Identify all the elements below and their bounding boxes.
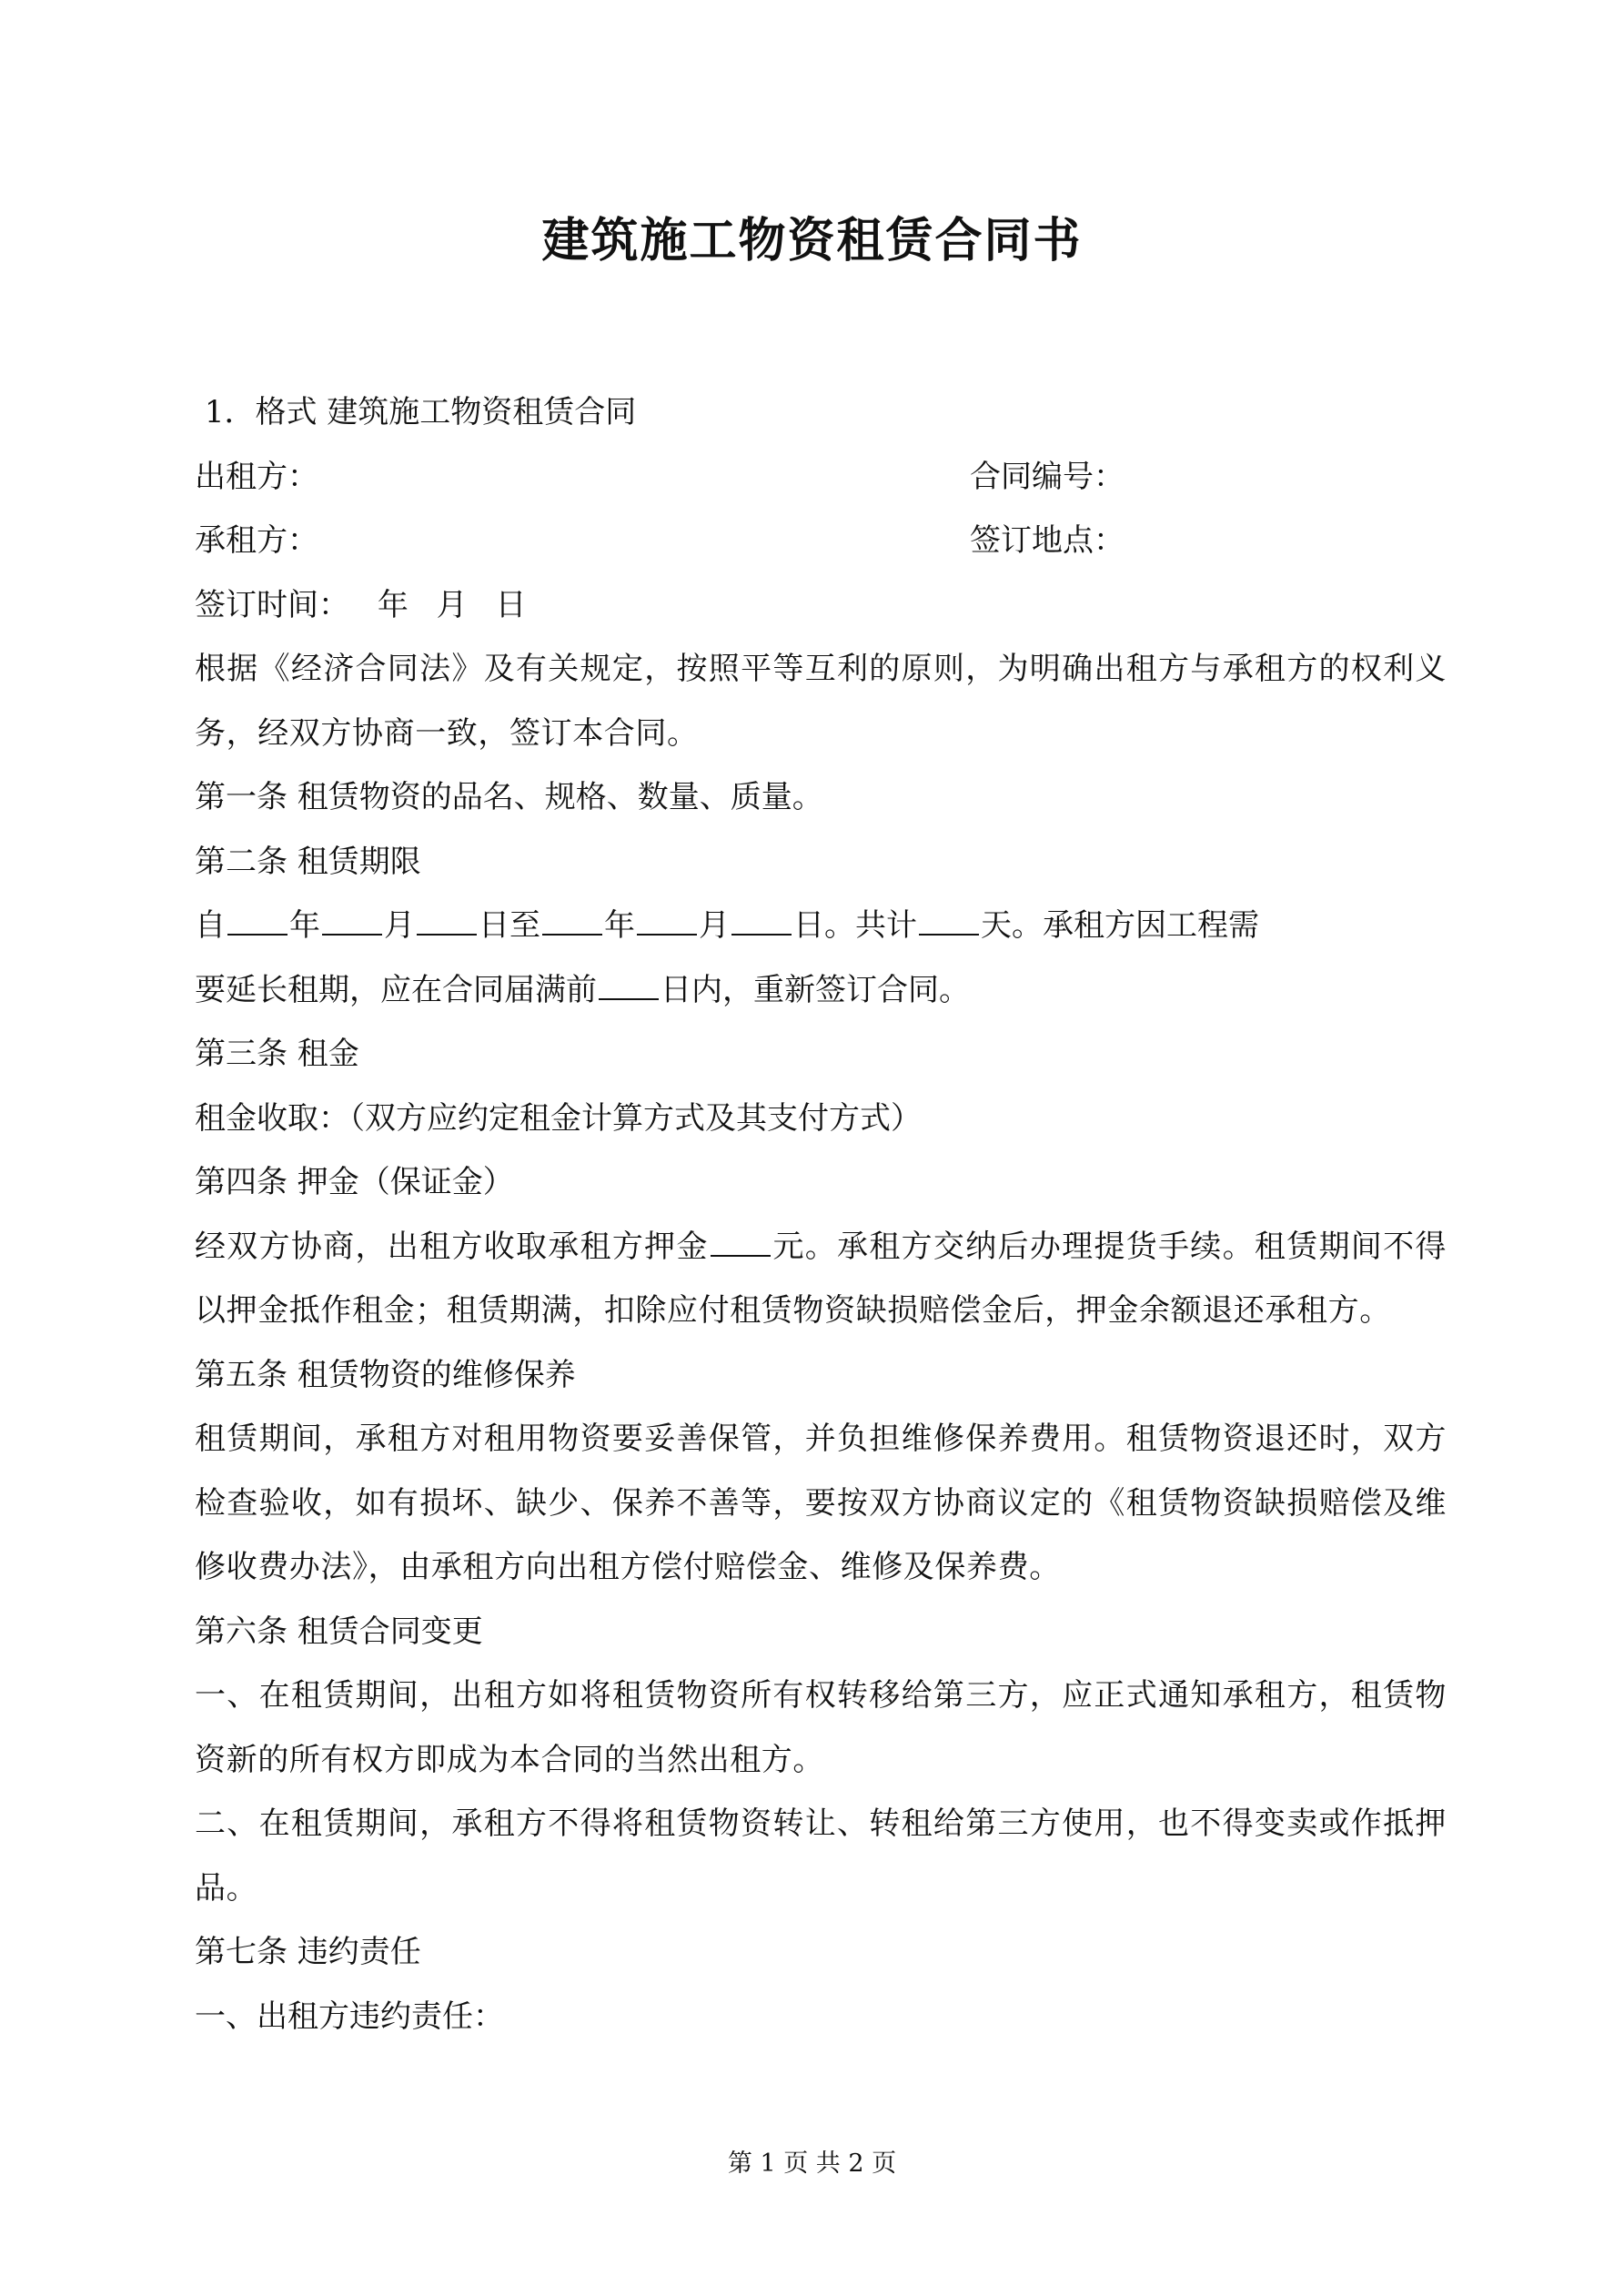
article6-item1: 一、在租赁期间，出租方如将租赁物资所有权转移给第三方，应正式通知承租方，租赁物资新的所有权方即成为本合同的当然出租方。 — [195, 1677, 1447, 1778]
article3-text: 租金收取：（双方应约定租金计算方式及其支付方式） — [195, 1099, 922, 1137]
contract-no-label: 合同编号： — [970, 458, 1125, 495]
article5-text: 租赁期间，承租方对租用物资要妥善保管，并负担维修保养费用。租赁物资退还时，双方检查验收，如有损坏、缺少、保养不善等，要按双方协商议定的《租赁物资缺损赔偿及维修收费办法》，由承租方向出租方偿付赔偿金、维修及保养费。 — [195, 1421, 1447, 1585]
article4-heading: 第四条 押金（保证金） — [195, 1164, 514, 1200]
lease-extension-line: 要延长租期，应在合同届满前 日内，重新签订合同。 — [195, 971, 970, 1008]
article3-heading: 第三条 租金 — [195, 1036, 359, 1072]
sign-month: 月 — [436, 586, 468, 623]
blank-field — [711, 1228, 771, 1257]
blank-field — [542, 906, 602, 936]
blank-field — [637, 906, 697, 936]
article5-heading: 第五条 租赁物资的维修保养 — [195, 1356, 576, 1393]
blank-field — [227, 906, 287, 936]
sign-time-line — [195, 573, 1447, 638]
page-footer: 第 1 页 共 2 页 — [727, 2149, 897, 2178]
contract-body — [195, 380, 1447, 2048]
lease-term-line: 自 年 月 日至 年 月 日。共计 天。承租方因工程需 — [195, 907, 1259, 944]
article1-heading: 第一条 租赁物资的品名、规格、数量、质量。 — [195, 779, 823, 815]
lessee-row — [195, 509, 1447, 573]
format-line: 1．格式 建筑施工物资租赁合同 — [204, 394, 637, 430]
blank-field — [919, 906, 979, 936]
lessor-row — [195, 445, 1447, 510]
lessee-label: 承租方： — [195, 522, 318, 559]
blank-field — [731, 906, 792, 936]
article7-item1: 一、出租方违约责任： — [195, 1998, 504, 2035]
blank-field — [599, 971, 659, 1000]
sign-time-label: 签订时间： — [195, 586, 349, 623]
article6-item2: 二、在租赁期间，承租方不得将租赁物资转让、转租给第三方使用，也不得变卖或作抵押品。 — [195, 1805, 1447, 1907]
document-title: 建筑施工物资租赁合同书 — [541, 213, 1083, 268]
blank-field — [322, 906, 382, 936]
sign-year: 年 — [377, 586, 409, 623]
preamble: 根据《经济合同法》及有关规定，按照平等互利的原则，为明确出租方与承租方的权利义务，经双方协商一致，签订本合同。 — [195, 651, 1447, 752]
sign-place-label: 签订地点： — [970, 522, 1125, 559]
article7-heading: 第七条 违约责任 — [195, 1934, 421, 1970]
article4-text: 经双方协商，出租方收取承租方押金 元。承租方交纳后办理提货手续。租赁期间不得以押金抵作租金；租赁期满，扣除应付租赁物资缺损赔偿金后，押金余额退还承租方。 — [195, 1228, 1447, 1329]
lessor-label: 出租方： — [195, 458, 318, 495]
article6-heading: 第六条 租赁合同变更 — [195, 1613, 483, 1650]
blank-field — [417, 906, 477, 936]
article2-heading: 第二条 租赁期限 — [195, 843, 421, 880]
sign-day: 日 — [495, 586, 527, 623]
